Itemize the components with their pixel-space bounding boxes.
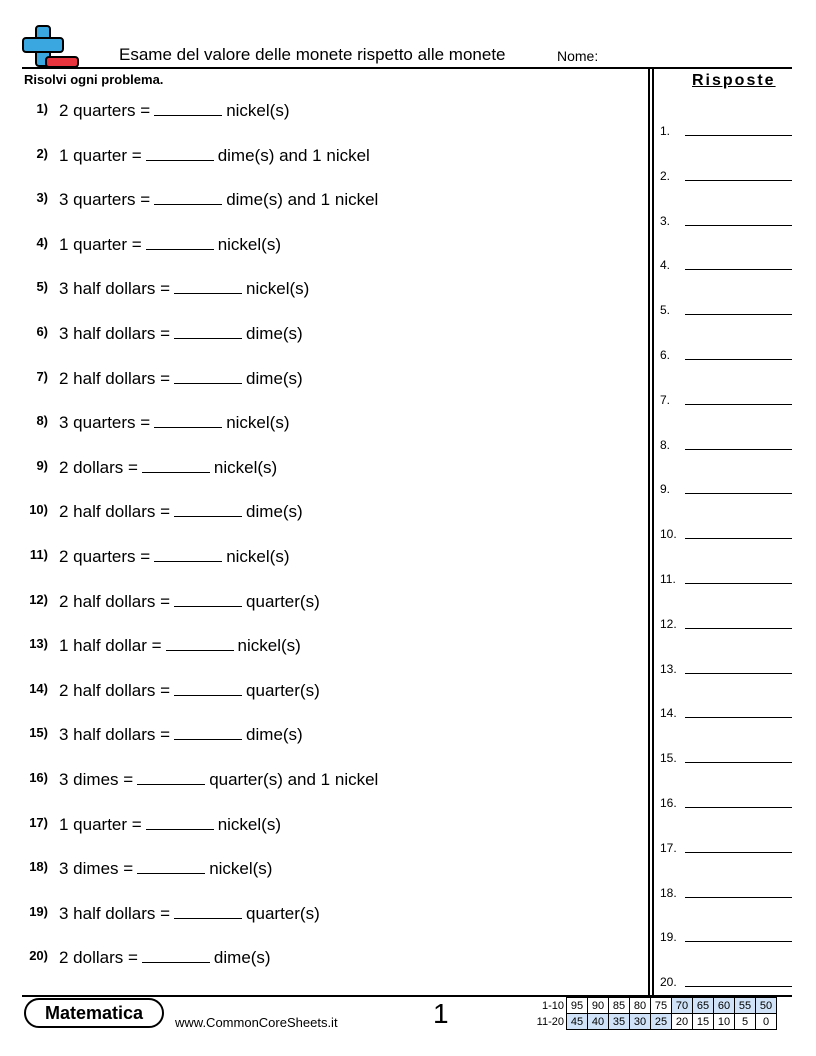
problem-prompt: 2 quarters = <box>59 547 151 566</box>
answer-line[interactable] <box>685 135 792 136</box>
website-link[interactable]: www.CommonCoreSheets.it <box>175 1015 338 1030</box>
answer-line[interactable] <box>685 986 792 987</box>
problem-number: 16) <box>29 770 48 785</box>
problem-text <box>59 190 378 210</box>
answer-row <box>660 478 792 496</box>
column-divider-right <box>652 68 654 996</box>
answer-number: 19. <box>660 930 677 945</box>
problem-prompt: 1 quarter = <box>59 145 142 165</box>
answer-line[interactable] <box>685 941 792 942</box>
problem-number: 19) <box>29 903 48 919</box>
problem-number: 3) <box>36 190 48 206</box>
problem-unit: nickel(s) <box>217 814 281 834</box>
answer-blank[interactable] <box>174 502 242 517</box>
answer-blank[interactable] <box>174 681 242 696</box>
problem-text <box>59 592 320 612</box>
score-cell: 45 <box>567 1014 588 1030</box>
answer-line[interactable] <box>685 493 792 494</box>
problem-text <box>59 547 290 567</box>
problem-unit: quarter(s) and 1 nickel <box>209 770 379 789</box>
answer-number: 7. <box>660 392 671 407</box>
answer-blank[interactable] <box>174 592 242 607</box>
answer-blank[interactable] <box>166 636 234 651</box>
answers-title: Risposte <box>692 72 776 89</box>
answer-blank[interactable] <box>146 815 214 830</box>
problem-unit: quarter(s) <box>246 591 320 611</box>
problem-prompt: 2 half dollars = <box>59 502 171 522</box>
answer-number: 5. <box>660 303 671 318</box>
answer-line[interactable] <box>685 762 792 763</box>
problem-text <box>59 324 303 344</box>
problem-text <box>59 725 303 745</box>
answer-row <box>660 344 792 362</box>
answer-blank[interactable] <box>142 458 210 473</box>
answer-blank[interactable] <box>174 279 242 294</box>
answer-row <box>660 613 792 631</box>
problem-text <box>59 904 320 924</box>
problem-text <box>59 369 303 389</box>
answer-number: 3. <box>660 213 671 228</box>
answer-number: 1. <box>660 124 671 138</box>
problem-text <box>59 681 320 701</box>
problem-text <box>59 636 301 656</box>
answer-line[interactable] <box>685 852 792 853</box>
score-cell: 25 <box>651 1014 672 1030</box>
answer-blank[interactable] <box>174 725 242 740</box>
answer-row <box>660 120 792 138</box>
problem-unit: dime(s) <box>246 502 303 522</box>
problem-unit: nickel(s) <box>246 279 310 299</box>
answer-row <box>660 882 792 900</box>
problem-unit: nickel(s) <box>217 234 281 254</box>
problem-unit: dime(s) and 1 nickel <box>217 145 370 165</box>
answer-number: 20. <box>660 975 677 990</box>
answer-line[interactable] <box>685 807 792 808</box>
problem-prompt: 3 half dollars = <box>59 279 171 299</box>
score-range-label: 11-20 <box>536 1015 564 1028</box>
answer-row <box>660 165 792 183</box>
instructions: Risolvi ogni problema. <box>24 72 164 87</box>
answer-number: 6. <box>660 348 671 362</box>
answer-blank[interactable] <box>146 235 214 250</box>
problem-number: 14) <box>29 680 48 696</box>
answer-line[interactable] <box>685 314 792 315</box>
score-cell: 90 <box>588 998 609 1014</box>
score-cell: 10 <box>714 1014 735 1030</box>
answer-row <box>660 747 792 765</box>
name-label: Nome: <box>557 48 599 64</box>
answer-blank[interactable] <box>142 948 210 963</box>
problem-unit: quarter(s) <box>246 680 320 700</box>
problem-number: 15) <box>29 725 48 741</box>
answer-number: 12. <box>660 616 677 631</box>
answer-number: 9. <box>660 482 671 497</box>
problem-prompt: 3 half dollars = <box>59 903 171 923</box>
answer-number: 2. <box>660 168 671 183</box>
problem-text <box>59 235 281 255</box>
answer-blank[interactable] <box>174 369 242 384</box>
problem-unit: nickel(s) <box>226 413 290 433</box>
problem-unit: nickel(s) <box>213 457 278 477</box>
score-cell: 5 <box>735 1014 756 1030</box>
answer-line[interactable] <box>685 717 792 718</box>
problem-text <box>59 502 303 522</box>
problem-unit: nickel(s) <box>209 859 273 879</box>
answer-blank[interactable] <box>137 859 205 874</box>
problem-unit: nickel(s) <box>237 636 301 656</box>
answer-blank[interactable] <box>154 413 222 428</box>
problem-number: 5) <box>36 279 48 295</box>
problem-number: 6) <box>36 324 48 339</box>
problem-unit: dime(s) <box>246 324 303 343</box>
problem-text <box>59 770 378 790</box>
column-divider-left <box>648 68 650 996</box>
problem-text <box>59 413 290 433</box>
answer-blank[interactable] <box>154 101 222 116</box>
answer-line[interactable] <box>685 673 792 674</box>
answer-line[interactable] <box>685 269 792 270</box>
problem-number: 2) <box>36 145 48 161</box>
problem-number: 11) <box>29 547 48 562</box>
page-number: 1 <box>433 998 449 1029</box>
problem-prompt: 3 quarters = <box>59 190 151 210</box>
answer-row <box>660 837 792 855</box>
score-cell: 20 <box>672 1014 693 1030</box>
score-cell: 95 <box>567 998 588 1014</box>
problem-unit: dime(s) <box>213 948 271 968</box>
answer-line[interactable] <box>685 225 792 226</box>
problem-unit: nickel(s) <box>226 547 290 566</box>
problem-unit: quarter(s) <box>246 903 320 923</box>
answer-blank[interactable] <box>146 146 214 161</box>
problem-prompt: 3 dimes = <box>59 859 134 879</box>
problem-unit: dime(s) <box>246 368 303 388</box>
answer-number: 16. <box>660 796 677 810</box>
problem-text <box>59 859 272 879</box>
problem-number: 17) <box>29 814 48 830</box>
problem-prompt: 1 half dollar = <box>59 636 162 656</box>
problem-unit: nickel(s) <box>226 101 290 120</box>
problem-number: 7) <box>36 368 48 384</box>
problem-text <box>59 458 277 478</box>
answer-row <box>660 523 792 541</box>
score-cell: 40 <box>588 1014 609 1030</box>
score-cell: 35 <box>609 1014 630 1030</box>
answer-blank[interactable] <box>154 547 222 562</box>
problem-prompt: 2 half dollars = <box>59 368 171 388</box>
answer-row <box>660 568 792 586</box>
answer-row <box>660 254 792 272</box>
answer-row <box>660 299 792 317</box>
answer-row <box>660 702 792 720</box>
score-cell: 80 <box>630 998 651 1014</box>
answer-line[interactable] <box>685 583 792 584</box>
answer-line[interactable] <box>685 538 792 539</box>
answer-row <box>660 658 792 676</box>
answer-number: 18. <box>660 885 677 900</box>
answer-line[interactable] <box>685 359 792 360</box>
problem-prompt: 1 quarter = <box>59 814 142 834</box>
problem-prompt: 2 dollars = <box>59 457 138 477</box>
score-range-label: 1-10 <box>541 999 564 1012</box>
problem-text <box>59 279 309 299</box>
problem-text <box>59 146 370 166</box>
answer-row <box>660 926 792 944</box>
score-cell: 60 <box>714 998 735 1014</box>
answer-blank[interactable] <box>174 904 242 919</box>
answer-number: 15. <box>660 751 677 766</box>
answer-line[interactable] <box>685 628 792 629</box>
score-cell: 70 <box>672 998 693 1014</box>
answer-blank[interactable] <box>154 190 222 205</box>
answer-number: 17. <box>660 840 677 855</box>
score-table <box>530 997 777 1030</box>
answer-line[interactable] <box>685 404 792 405</box>
answer-line[interactable] <box>685 449 792 450</box>
answer-number: 10. <box>660 527 677 542</box>
problem-prompt: 3 quarters = <box>59 413 151 433</box>
score-cell: 50 <box>756 998 777 1014</box>
answer-number: 13. <box>660 661 677 676</box>
problem-text <box>59 815 281 835</box>
problem-number: 9) <box>36 457 48 473</box>
score-row <box>530 998 777 1014</box>
answer-number: 4. <box>660 258 671 273</box>
problem-number: 18) <box>29 859 48 875</box>
problem-prompt: 3 half dollars = <box>59 324 171 343</box>
subject-badge: Matematica <box>24 998 164 1028</box>
problem-prompt: 1 quarter = <box>59 234 142 254</box>
problem-number: 12) <box>29 591 48 607</box>
problem-prompt: 2 half dollars = <box>59 680 171 700</box>
score-cell: 55 <box>735 998 756 1014</box>
answer-row <box>660 971 792 989</box>
problem-number: 1) <box>36 101 48 116</box>
score-cell: 75 <box>651 998 672 1014</box>
score-cell: 30 <box>630 1014 651 1030</box>
score-cell: 0 <box>756 1014 777 1030</box>
problem-prompt: 3 dimes = <box>59 770 134 789</box>
score-cell: 65 <box>693 998 714 1014</box>
answer-line[interactable] <box>685 180 792 181</box>
header-rule <box>22 67 792 69</box>
answer-blank[interactable] <box>137 770 205 785</box>
problem-text <box>59 101 290 121</box>
problem-prompt: 3 half dollars = <box>59 725 171 745</box>
problem-prompt: 2 dollars = <box>59 948 138 968</box>
problem-number: 20) <box>29 948 48 964</box>
answer-row <box>660 389 792 407</box>
problem-text <box>59 948 271 968</box>
problem-prompt: 2 quarters = <box>59 101 151 120</box>
problem-prompt: 2 half dollars = <box>59 591 171 611</box>
answer-row <box>660 210 792 228</box>
score-row <box>530 1014 777 1030</box>
answer-row <box>660 792 792 810</box>
problem-unit: dime(s) <box>246 725 303 745</box>
score-cell: 85 <box>609 998 630 1014</box>
problem-unit: dime(s) and 1 nickel <box>226 190 379 210</box>
answer-blank[interactable] <box>174 324 242 339</box>
problem-number: 4) <box>36 234 48 250</box>
answer-row <box>660 434 792 452</box>
score-cell: 15 <box>693 1014 714 1030</box>
answer-number: 14. <box>660 706 677 721</box>
answer-line[interactable] <box>685 897 792 898</box>
plus-minus-logo-icon <box>22 24 80 68</box>
answer-number: 11. <box>660 572 676 586</box>
answer-number: 8. <box>660 437 671 452</box>
problem-number: 8) <box>36 413 48 429</box>
problem-number: 13) <box>29 636 48 652</box>
problem-number: 10) <box>29 502 48 518</box>
worksheet-title: Esame del valore delle monete rispetto alle monete <box>119 45 506 64</box>
